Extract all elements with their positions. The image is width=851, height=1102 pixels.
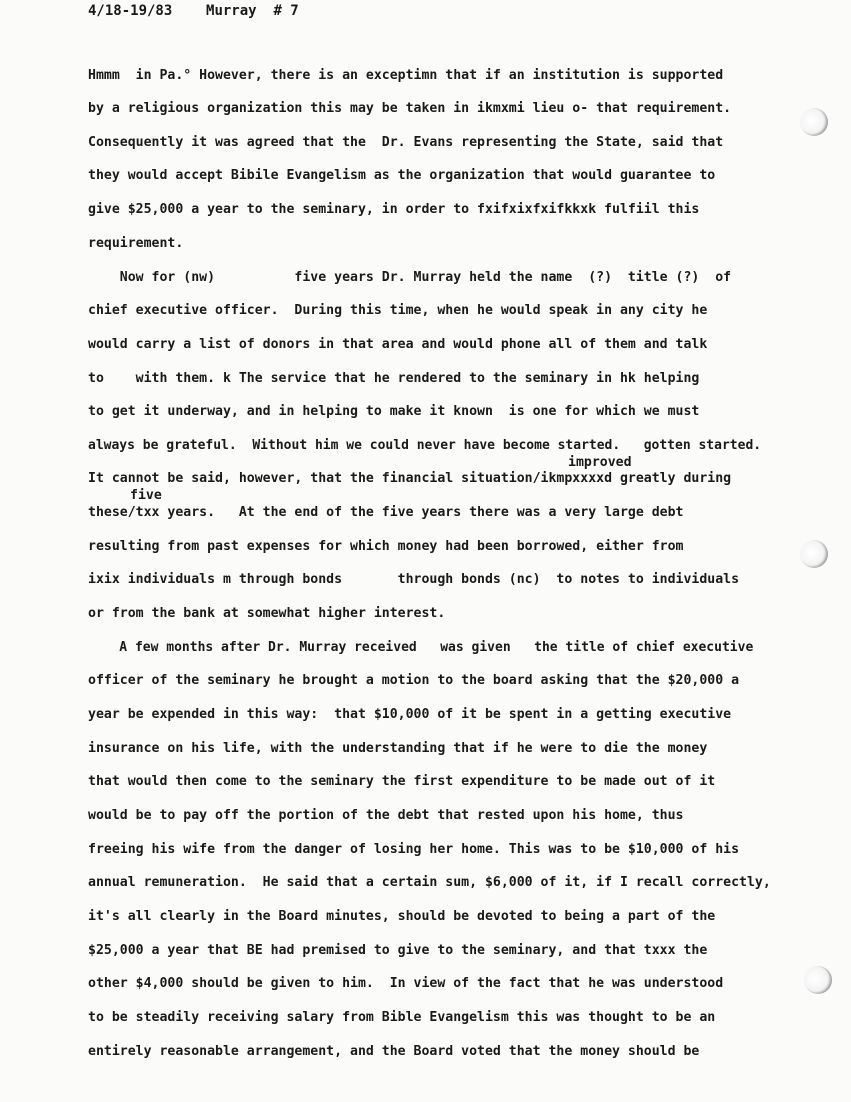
interlinear-correction: five <box>130 488 162 503</box>
text-line: entirely reasonable arrangement, and the Board voted that the money should be <box>88 1044 700 1059</box>
punch-hole-bottom <box>804 966 832 994</box>
text-line: to get it underway, and in helping to make it known is one for which we must <box>88 404 700 419</box>
text-line: annual remuneration. He said that a certain sum, $6,000 of it, if I recall correctly, <box>88 875 771 890</box>
text-line: freeing his wife from the danger of losing her home. This was to be $10,000 of his <box>88 842 740 857</box>
text-line: they would accept Bibile Evangelism as the organization that would guarantee to <box>88 168 716 183</box>
punch-hole-top <box>800 108 828 136</box>
text-line: It cannot be said, however, that the financial situation/ikmpxxxxd greatly during <box>88 471 732 486</box>
text-line: resulting from past expenses for which money had been borrowed, either from <box>88 539 684 554</box>
text-line: to with them. k The service that he rendered to the seminary in hk helping <box>88 371 700 386</box>
page-header <box>88 3 299 19</box>
text-line: insurance on his life, with the understanding that if he were to die the money <box>88 741 708 756</box>
text-line: or from the bank at somewhat higher interest. <box>88 606 446 621</box>
punch-hole-middle <box>800 540 828 568</box>
text-line: $25,000 a year that BE had premised to give to the seminary, and that txxx the <box>88 943 708 958</box>
text-line: Now for (nw) five years Dr. Murray held the name (?) title (?) of <box>88 270 732 285</box>
text-line: to be steadily receiving salary from Bible Evangelism this was thought to be an <box>88 1010 716 1025</box>
text-line: chief executive officer. During this time, when he would speak in any city he <box>88 303 708 318</box>
text-line: other $4,000 should be given to him. In view of the fact that he was understood <box>88 976 724 991</box>
text-line: officer of the seminary he brought a motion to the board asking that the $20,000 a <box>88 673 740 688</box>
text-line: year be expended in this way: that $10,000 of it be spent in a getting executive <box>88 707 732 722</box>
text-line: Hmmm in Pa.° However, there is an exceptimn that if an institution is supported <box>88 68 724 83</box>
text-line: these/txx years. At the end of the five years there was a very large debt <box>88 505 684 520</box>
text-line: by a religious organization this may be taken in ikmxmi lieu o- that requirement. <box>88 101 732 116</box>
text-line: A few months after Dr. Murray received was given the title of chief executive <box>88 640 754 655</box>
header-dates: 4/18-19/83 <box>88 3 173 19</box>
text-line: would be to pay off the portion of the debt that rested upon his home, thus <box>88 808 684 823</box>
interlinear-correction: improved <box>568 455 632 470</box>
text-line: give $25,000 a year to the seminary, in order to fxifxixfxifkkxk fulfiil this <box>88 202 700 217</box>
text-line: ixix individuals m through bonds through bonds (nc) to notes to individuals <box>88 572 740 587</box>
text-line: would carry a list of donors in that area and would phone all of them and talk <box>88 337 708 352</box>
text-line: that would then come to the seminary the first expenditure to be made out of it <box>88 774 716 789</box>
text-line: it's all clearly in the Board minutes, should be devoted to being a part of the <box>88 909 716 924</box>
header-name: Murray <box>206 3 257 19</box>
text-line: always be grateful. Without him we could never have become started. gotten started. <box>88 438 762 453</box>
text-line: requirement. <box>88 236 184 251</box>
header-page-number: # 7 <box>273 3 299 19</box>
text-line: Consequently it was agreed that the Dr. Evans representing the State, said that <box>88 135 724 150</box>
